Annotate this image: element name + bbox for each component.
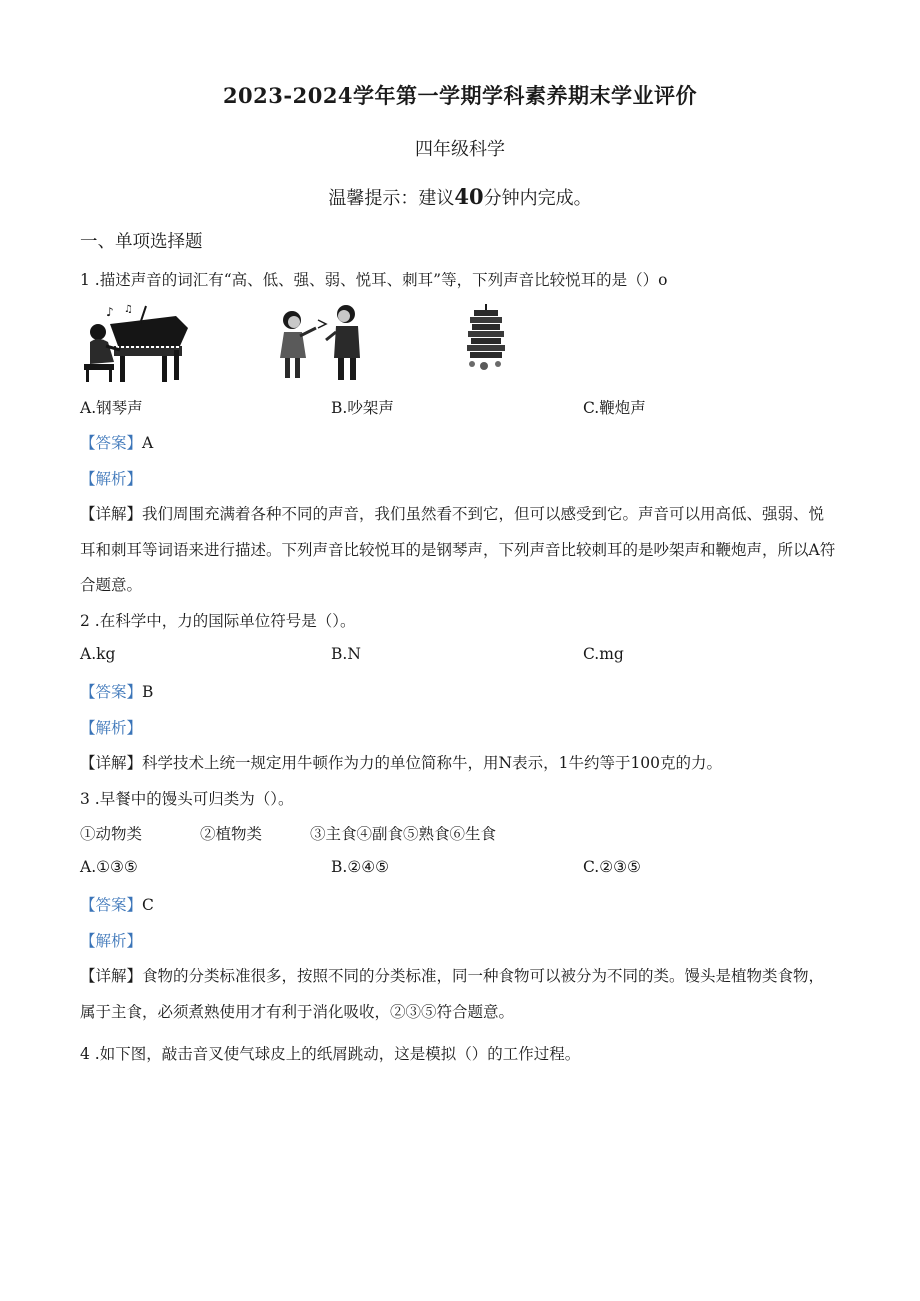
section-title: 一、单项选择题 bbox=[80, 232, 203, 252]
q2-stem: 2 .在科学中，力的国际单位符号是（）。 bbox=[80, 612, 356, 630]
q3-item-3: ③主食④副食⑤熟食⑥生食 bbox=[310, 825, 497, 843]
firecrackers-image bbox=[462, 302, 510, 372]
q3-option-a: A.①③⑤ bbox=[80, 858, 138, 876]
q1-option-c: C.鞭炮声 bbox=[583, 399, 646, 417]
detail-tag: 【详解】 bbox=[80, 754, 143, 772]
q1-detail-line-3: 合题意。 bbox=[80, 576, 143, 594]
time-tip bbox=[0, 184, 920, 210]
piano-player-image bbox=[80, 302, 192, 384]
q3-analysis-tag: 【解析】 bbox=[80, 932, 143, 950]
q1-stem: 1 .描述声音的词汇有“高、低、强、弱、悦耳、刺耳”等，下列声音比较悦耳的是（）o bbox=[80, 271, 668, 289]
q3-item-2: ②植物类 bbox=[200, 825, 263, 843]
answer-value: A bbox=[142, 434, 154, 452]
q2-answer bbox=[80, 680, 153, 702]
q3-option-c: C.②③⑤ bbox=[583, 858, 641, 876]
arguing-people-image bbox=[270, 302, 378, 384]
q2-option-c: C.mg bbox=[583, 645, 624, 663]
q3-answer bbox=[80, 893, 154, 915]
q1-detail-line-2: 耳和刺耳等词语来进行描述。下列声音比较悦耳的是钢琴声，下列声音比较刺耳的是吵架声和鞭炮声，所以A符 bbox=[80, 541, 836, 559]
answer-tag: 【答案】 bbox=[80, 896, 143, 914]
q3-item-1: ①动物类 bbox=[80, 825, 143, 843]
detail-tag: 【详解】 bbox=[80, 505, 143, 523]
detail-text: 食物的分类标准很多，按照不同的分类标准，同一种食物可以被分为不同的类。馒头是植物类食物， bbox=[142, 967, 825, 985]
tip-suffix: 分钟内完成。 bbox=[483, 188, 592, 209]
q1-answer bbox=[80, 431, 153, 453]
tip-prefix: 温馨提示：建议 bbox=[328, 188, 455, 209]
q2-option-b: B.N bbox=[331, 645, 361, 663]
q3-detail-line-2: 属于主食，必须煮熟使用才有利于消化吸收，②③⑤符合题意。 bbox=[80, 1003, 515, 1021]
answer-tag: 【答案】 bbox=[80, 434, 143, 452]
q2-detail bbox=[80, 751, 722, 773]
detail-tag: 【详解】 bbox=[80, 967, 143, 985]
q1-analysis-tag: 【解析】 bbox=[80, 470, 143, 488]
detail-text: 科学技术上统一规定用牛顿作为力的单位简称牛，用N表示，1牛约等于100克的力。 bbox=[142, 754, 723, 772]
q3-detail bbox=[80, 964, 824, 986]
exam-subtitle: 四年级科学 bbox=[415, 139, 505, 160]
tip-number: 40 bbox=[454, 184, 484, 209]
answer-tag: 【答案】 bbox=[80, 683, 143, 701]
svg-text:♫: ♫ bbox=[124, 304, 133, 315]
q3-stem: 3 .早餐中的馒头可归类为（）。 bbox=[80, 790, 294, 808]
q1-detail bbox=[80, 502, 824, 524]
q4-stem: 4 .如下图，敲击音叉使气球皮上的纸屑跳动，这是模拟（）的工作过程。 bbox=[80, 1045, 581, 1063]
q1-option-b: B.吵架声 bbox=[331, 399, 394, 417]
answer-value: C bbox=[142, 896, 154, 914]
svg-text:♪: ♪ bbox=[106, 305, 114, 319]
q1-option-a: A.钢琴声 bbox=[80, 399, 143, 417]
q3-option-b: B.②④⑤ bbox=[331, 858, 390, 876]
q2-analysis-tag: 【解析】 bbox=[80, 719, 143, 737]
q2-option-a: A.kg bbox=[80, 645, 116, 663]
detail-text: 我们周围充满着各种不同的声音，我们虽然看不到它，但可以感受到它。声音可以用高低、强弱、悦 bbox=[142, 505, 825, 523]
exam-title: 2023-2024学年第一学期学科素养期末学业评价 bbox=[222, 83, 698, 108]
answer-value: B bbox=[142, 683, 154, 701]
